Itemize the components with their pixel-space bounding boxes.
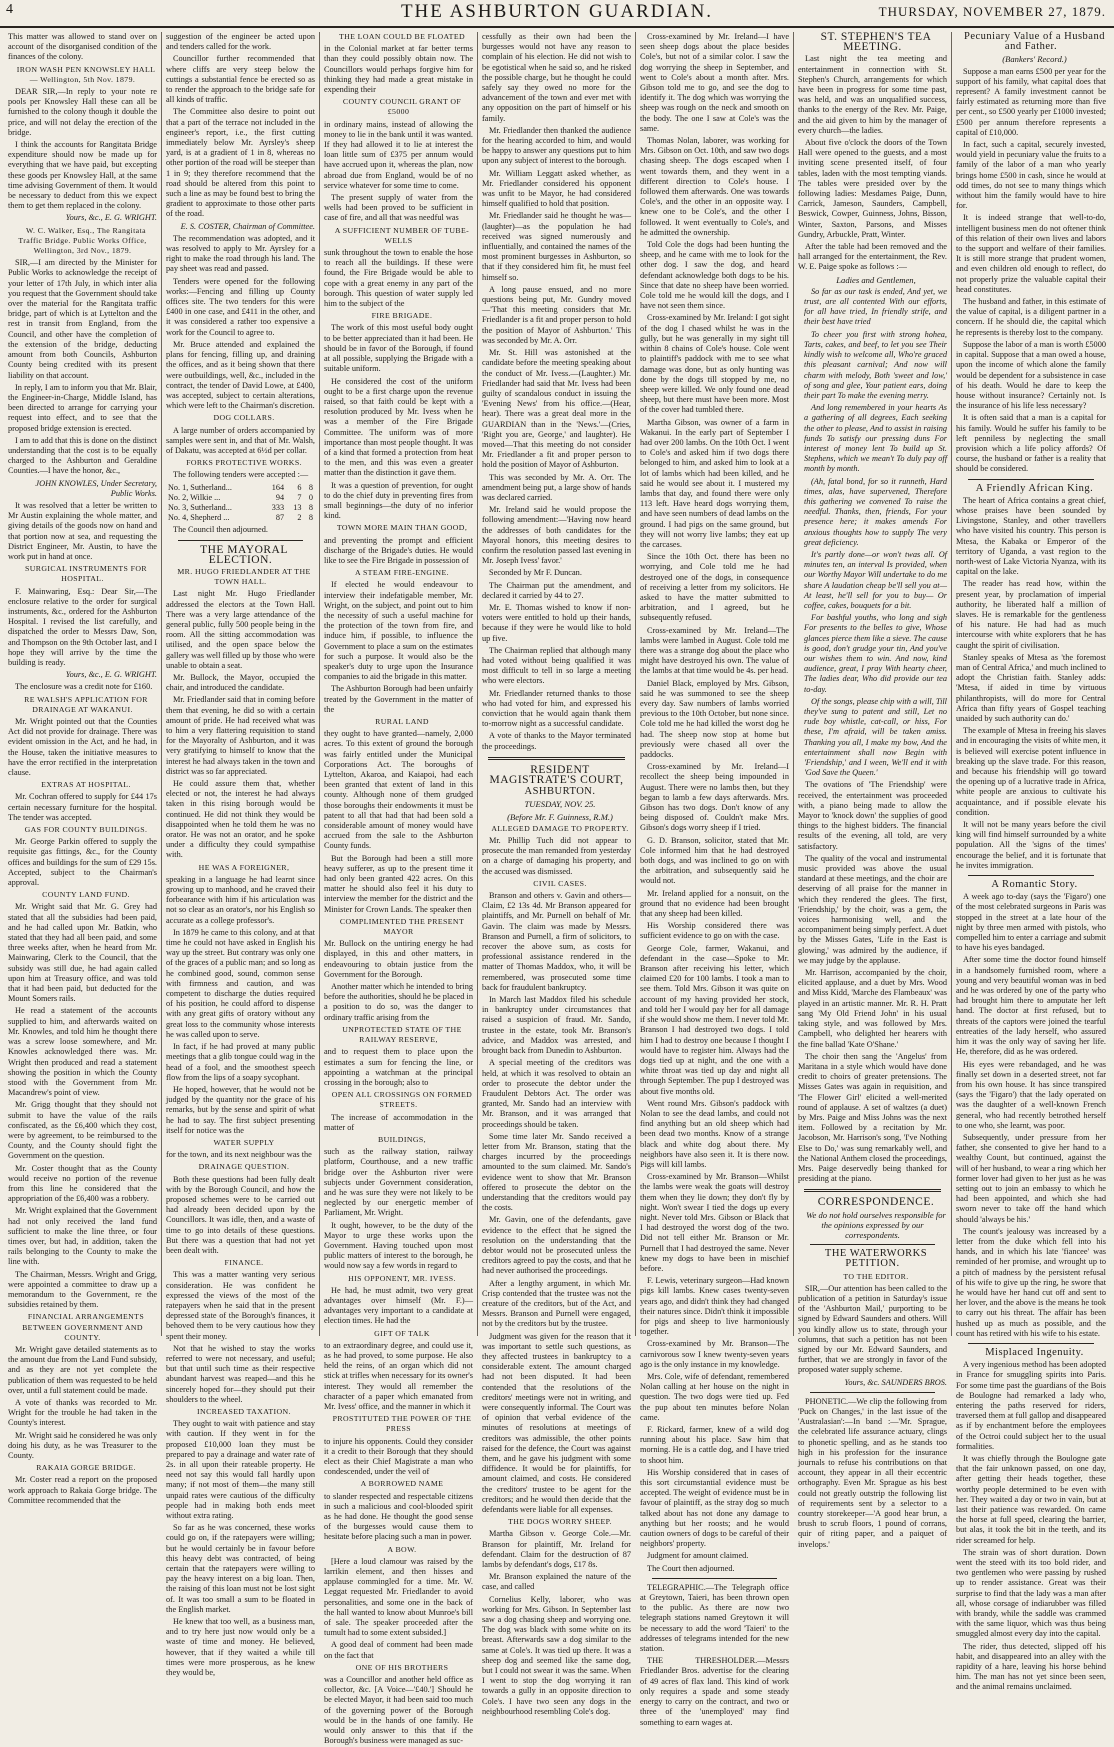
section-heading: FINANCIAL ARRANGEMENTS BETWEEN GOVERNMENT AND COUNTY.	[22, 1312, 145, 1342]
section-heading: UNPROTECTED STATE OF THE RAILWAY RESERVE,	[342, 1024, 462, 1045]
article-paragraph: A large number of orders accompanied by samples were sent in, and that of Mr. Walsh, of Dakatu, was accepted at 6½d per collar.	[166, 425, 315, 455]
article-paragraph: Mr. Bullock, the Mayor, occupied the chair, and introduced the candidate.	[166, 672, 315, 693]
article-paragraph: Mr. Wright said that Mr. G. Grey had stated that all the subsidies had been paid, and he had called upon Mr. Batkin, who stated that they had all been paid, and some three weeks after, when he heard from Mr. Mainwaring, Clerk to the Council, that the subsidy was still due, he had again called upon him at Treasury office, and was told that it had been paid, but deducted for the Mount Somers rails.	[8, 902, 157, 1004]
article-paragraph: TELEGRAPHIC.—The Telegraph office at Greytown, Taieri, has been thrown open to the public. As there are now two telegraph stations named Greytown it will be necessary to add the word 'Taieri' to the addresses of telegrams intended for the new station.	[640, 1582, 789, 1654]
article-paragraph: The present supply of water from the wells had been proved to be sufficient in case of fire, and all that was needful was	[324, 193, 473, 223]
article-paragraph: Mr. Grigg thought that they should not submit to have the value of the rails confiscated, as the £6,400 which they cost, were by agreement, to be reimbursed to the County, and the County should fight the Government on the question.	[8, 1100, 157, 1161]
article-paragraph: This was a matter wanting very serious consideration. He was confident he expressed the views of the most of the ratepayers when he said that in the present depressed state of the Borough's finances, it behoved them to be very cautious how they spent their money.	[166, 1270, 315, 1341]
article-paragraph: SIR,—Our attention has been called to the publication of a petition in Saturday's issue of the 'Ashburton Mail,' purporting to be signed by Edward Saunders and others. Will you kindly allow us to state, through your columns, that such a petition has not been signed by our Mr. Edward Saunders, and further, that we are strongly in favor of the proposed water supply scheme.	[798, 1283, 947, 1375]
article-subheadline: MR. HUGO FRIEDLANDER AT THE TOWN HALL.	[177, 566, 311, 587]
article-paragraph: Mr. Wright gave detailed statements as to the amount due from the Land Fund subsidy, and as they are not yet complete the publication of them was requested to be held over, until a full statement could be made.	[8, 1344, 157, 1395]
article-paragraph: It will not be many years before the civil king will find himself surrounded by a white population. All the 'signs of the times' encourage the belief, and it is fortunate that he invites immigration.	[956, 820, 1106, 870]
article-paragraph: Mr. Gavin, one of the defendants, gave evidence to the effect that he signed the resolution on the understanding that the debtor would not be prosecuted unless the creditors agreed to pay the costs, and that he had never authorised the proceedings.	[482, 1215, 631, 1276]
tender-name: No. 3, Sutherland...	[168, 502, 232, 512]
article-paragraph: Mr. Wright explained that the Government had not only received the land fund sufficient to make the line three, or four times over, but had, in addition, taken the rails belonging to the County to make the line with.	[8, 1206, 157, 1267]
article-paragraph: A vote of thanks was recorded to Mr. Wright for the trouble he had taken in the County's interest.	[8, 1398, 157, 1428]
article-paragraph: Suppose a man earns £500 per year for the support of his family, what capital does that represent? A family investment cannot be fairly estimated as returning more than five per cent., so £500 yearly per £1000 invested; £500 per annum therefore represents a capital of £10,000.	[956, 66, 1106, 137]
court-date: TUESDAY, NOV. 25.	[524, 799, 596, 810]
section-heading: COMPLIMENTED THE PRESENT MAYOR	[339, 916, 465, 937]
article-paragraph: Mr. Ireland said he would propose the following amendment:—'Having now heard the addresses of both candidates for the Mayoral honors, this meeting desires to confirm the resolution passed last evening in Mr. Joseph Ivess' favor.'	[482, 505, 631, 566]
article-paragraph: George Cole, farmer, Wakanui, and defendant in the case—Spoke to Mr. Branson after receiving his letter, which claimed £20 for 100 lambs. I took a man to see them. Told Mrs. Gibson it was quite on account of my having provided her stock, and told her I would pay her for all damage if she would show me them. I never told Mr. Branson I had destroyed two dogs. I told him I had to destroy one because I thought I would have to register him. Always had the dogs tied up at night, and the one with a white throat was tied up day and night all through September. The pup I destroyed was about five months old.	[640, 943, 789, 1096]
article-paragraph: If elected he would endeavour to interview their indefatigable member, Mr. Wright, on the subject, and point out to him the necessity of such a useful machine for the protection of the town from fire, and induce him, if possible, to influence the Government to place a sum on the estimates for such a purpose. It would also be the speaker's duty to urge upon the Insurance companies to aid the brigade in this matter.	[324, 580, 473, 682]
article-paragraph: Cornelius Kelly, laborer, who was working for Mrs. Gibson. In September last saw a dog chasing sheep and worrying one. The dog was black with some white on its breast. Afterwards saw a dog similar to the same at Cole's. It was tied up there. It was a sheep dog and seemed like the same dog, but I could not swear it was the same. When I went to stop the dog worrying it ran towards a gully in an opposite direction to Cole's. I have two seen any dogs in the neighbourhood resembling Cole's dog.	[482, 1594, 631, 1716]
section-heading: RE WALSH'S APPLICATION FOR DRAINAGE AT WAKANUI.	[24, 694, 148, 714]
article-paragraph: The Chairman, Messrs. Wright and Grigg, were appointed a committee to draw up a memorandum to the Government, re the subsidies retained by them.	[8, 1269, 157, 1310]
article-paragraph: His eyes were rebandaged, and he was finally set down in a deserted street, not far from his own house. It has since transpired (says the 'Figaro') that the lady operated on was the daughter of a well-known French general, who had recently betrothed herself to one who, she learnt, was poor.	[956, 1059, 1106, 1130]
signature: E. S. COSTER, Chairman of Committee.	[180, 221, 315, 231]
article-headline: Misplaced Ingenuity.	[985, 1346, 1084, 1358]
article-paragraph: THE THRESHOLDER.—Messrs Friedlander Bros. advertise for the clearing of 49 acres of flax land. This kind of work only requires a spade and some steady energy to carry on the contract, and two or three of the 'unemployed' may find something to earn wages at.	[640, 1656, 789, 1727]
letter-heading: IRON WASH PEN KNOWSLEY HALL — Wellington, 5th Nov. 1879.	[16, 64, 156, 84]
article-paragraph: and preventing the prompt and efficient discharge of the Brigade's duties. He would like to see the Fire Brigade in possession of	[324, 535, 473, 565]
column-3	[320, 32, 478, 1746]
article-paragraph: His Worship considered there was sufficient evidence to go on with the case.	[640, 921, 789, 941]
section-heading: RAKAIA GORGE BRIDGE.	[36, 1463, 136, 1473]
article-paragraph: and to request them to place upon the estimates a sum for fencing the line, or appointing a watchman at the principal crossing in the borough; also to	[324, 1047, 473, 1087]
section-heading: FIRE BRIGADE.	[371, 311, 433, 321]
article-paragraph: After a lengthy argument, in which Mr. Crisp contended that the trustee was not the creature of the creditors, but of the Act, and Messrs. Branson and Purnell were engaged, not by the creditors but by the trustee.	[482, 1278, 631, 1329]
article-paragraph: The following tenders were accepted :—	[173, 470, 309, 480]
article-paragraph: Cross-examined by Mr. Ireland: I got sight of the dog I chased whilst he was in the gully, but he was generally in my sight till within 8 chains of Cole's house. Cole went to plaintiff's paddock with me to see what damage was done, but as only hunting was done by the dogs till stopped by me, no sheep were killed. We only found one dead sheep, but there must have been more. Most of the cover had tumbled there.	[640, 313, 789, 415]
page-number: 4	[6, 2, 13, 17]
article-paragraph: The strain was of short duration. Down went the steed with its too bold rider, and two gentlemen who were passing by rushed up to render assistance. Great was their surprise to find that the lady was a man after all, whose corsage of indiarubber was filled with brandy, while the saddle was crammed with the same liquor, which was thus being smuggled almost every day into the capital.	[956, 1547, 1106, 1639]
tender-pounds: 87	[275, 513, 285, 523]
article-paragraph: Another matter which he intended to bring before the authorities, should he be placed in a position to do so, was the danger to ordinary traffic arising from the	[324, 982, 473, 1022]
article-paragraph: to injure his opponents. Could they consider it a credit to their Borough that they should elect as their Chief Magistrate a man who condescended, under the veil of	[324, 1436, 473, 1477]
article-headline: THE MAYORAL ELECTION.	[200, 543, 288, 566]
article-paragraph: The count's jealousy was increased by a letter from the duke which fell into his hands, and in which his late 'fiancee' was reminded of her promise, and wrought up to a pitch of madness by the persistent refusal of his wife to give up the ring, he swore that he would have her hand cut off and sent to her lover, and the above is the means he took to carry out his threat. The affair has been hushed up as much as possible, and the count has retired with his wife to his estate.	[956, 1226, 1106, 1338]
article-paragraph: It is often said that a man is a capital for his family. Would he suffer his family to be left penniless by neglecting the small provision which a life policy affords? Of course, the husband or father is a reality that should be considered.	[956, 413, 1106, 474]
article-paragraph: In fact, such a capital, securely invested, would yield in pecuniary value the fruits to a family of the labor of a man who yearly brings home £500 in cash, since he would at odd times, do not see to many things which without him the family would have to hire for.	[956, 140, 1106, 211]
article-paragraph: In fact, if he had proved at many public meetings that a glib tongue could wag in the head of a fool, and the smoothest speech flow from the lips of a soapy sycophant.	[166, 1042, 315, 1082]
divider	[968, 1343, 1094, 1344]
article-paragraph: Mr. Coster read a report on the proposed work approach to Rakaia Gorge bridge. The Committee recommended that the	[8, 1475, 157, 1505]
section-heading: WATER SUPPLY	[213, 1137, 275, 1147]
tender-name: No. 1, Sutherland...	[168, 482, 232, 492]
article-headline: A Romantic Story.	[991, 879, 1078, 891]
section-heading: CIVIL CASES.	[533, 878, 587, 888]
article-paragraph: After some time the doctor found himself in a handsomely furnished room, where a young and very beautiful woman was in bed and he was ordered by one of the party who had brought him there to amputate her left hand. The doctor at first refused, but to threats of the captors were joined the tearful entreaties of the lady herself, who assured him it was the only way of saving her life. He, therefore, did as he was ordered.	[956, 955, 1106, 1057]
section-heading: GIFT OF TALK	[374, 1328, 430, 1338]
divider	[652, 1578, 777, 1579]
article-paragraph: Mrs. Cole, wife of defendant, remembered Nolan calling at her house on the night in question. The two dogs were tied up. Fed the pup about ten minutes before Nolan came.	[640, 1372, 789, 1422]
poem-stanza: Of the songs, please chip with a will, Till they've sung to patent and still, Let no rude boy whistle, cat-call, or hiss, For these, I'm afraid, will be taken amiss. Thanking you all, I make my bow, And the entertainment shall now Begin with 'Friendship,' and I ween, We'll end it with 'God Save the Queen.'	[804, 696, 947, 778]
article-paragraph: for the town, and its next neighbour was the	[166, 1150, 312, 1160]
article-paragraph: This was seconded by Mr. A. Orr. The amendment being put, a large show of hands was declared carried.	[482, 472, 631, 502]
article-paragraph: Subsequently, under pressure from her father, she consented to give her hand to a wealthy Count, but continued, against the will of her husband, to wear a ring which her former lover had given to her just as he was setting out to join an embassy to which he had been appointed, and which she had sworn never to take off the hand which should 'always be his.'	[956, 1132, 1106, 1224]
article-paragraph: suggestion of the engineer be acted upon and tenders called for the work.	[166, 32, 315, 52]
article-paragraph: A week ago to-day (says the 'Figaro') one of the most celebrated surgeons in Paris was stopped in the street at a late hour of the night by three men armed with pistols, who compelled him to enter a carriage and submit to have his eyes bandaged.	[956, 892, 1106, 953]
article-paragraph: Suppose the labor of a man is worth £5000 in capital. Suppose that a man owed a house, upon the income of which alone the family would be dependent for a subsistence in case of his death. Would he dare to keep the house without insurance? Certainly not. Is the insurance of his life less necessary?	[956, 339, 1106, 411]
table-row	[166, 513, 315, 523]
article-paragraph: The Chairman put the amendment, and declared it carried by 44 to 27.	[482, 580, 631, 600]
article-paragraph: Daniel Black, employed by Mrs. Gibson, said he was summoned to see the sheep every day. Saw numbers of lambs worried previous to the 10th October, but none since. Cole told me he had killed the worst dog he had. The sheep now stop at home but previously were chased all over the paddocks.	[640, 678, 789, 760]
article-paragraph: Martha Gibson, was owner of a farm in Wakanui. In the early part of September I had over 200 lambs. On the 10th Oct. I went to Cole's and asked him if two dogs there belonged to him, and asked him to look at a lot of lambs which had been killed, and he said he would see about it. I mustered my lambs that day, and found there were only 113 left. Have heard dogs worrying them, and have seen numbers of dead lambs on the ground. I had pigs on the same ground, but they will not worry live lambs; they eat up the carcases.	[640, 417, 789, 549]
letter-salutation: TO THE EDITOR.	[843, 1271, 909, 1281]
article-paragraph: The increase of accommodation in the matter of	[324, 1112, 473, 1132]
article-paragraph: speaking in a language he had learnt since growing up to manhood, and he craved their forbearance with him if his articulation was not so clear as an orator's, nor his English so accurate as a college professor's.	[166, 874, 315, 925]
table-row	[166, 503, 315, 513]
section-heading: GAS FOR COUNTY BUILDINGS.	[24, 825, 148, 835]
article-paragraph: Martha Gibson v. George Cole.—Mr. Branson for plaintiff, Mr. Ireland for defendant. Claim for the destruction of 87 lambs by defendant's dogs, £17 8s.	[482, 1529, 631, 1570]
article-paragraph: such as the railway station, railway platform, Courthouse, and a new traffic bridge over the Ashburton river were subjects under Government consideration, and he was sure they were not likely to be neglected by our energetic member of Parliament, Mr. Wright.	[324, 1147, 473, 1218]
article-paragraph: sunk throughout the town to enable the hose to reach all the buildings. If these were found, the Fire Brigade would be able to cope with a great enemy in any part of the borough. This question of water supply led him to the subject of the	[324, 248, 473, 309]
article-paragraph: The quality of the vocal and instrumental music provided was above the usual standard at these meetings, and the choir are deserving of all praise for the manner in which they rendered the glees. The first, 'Friendship,' by the choir, was a gem, the voices harmonising well, and the accompaniment being simply perfect. A duet by the Misses Gates, 'Life in the East is glowing,' was admired by the audience, if we may judge by the applause.	[798, 853, 947, 965]
article-paragraph: Cross-examined by Mr. Ireland—The lambs were lambed in August. Cole told me there was a strange dog about the place who might have destroyed his own. The value of the lambs at that time would be 4s. per head.	[640, 625, 789, 676]
article-paragraph: The heart of Africa contains a great chief, whose praises have been sounded by Livingstone, Stanley, and other travellers who have visited his country. This person is Mtesa, the Kabaka or Emperor of the territory of Uganda, a vast region to the north-west of Lake Victoria Nyanza, with its capital on the lake.	[956, 495, 1106, 577]
article-paragraph: Told Cole the dogs had been hunting the sheep, and he came with me to look for the other dog. I saw the dog, and heard defendant acknowledge both dogs to be his. Since that date no sheep have been worried. Cole told me he would kill the dogs, and I have not seen them since.	[640, 240, 789, 311]
tender-pence: 0	[308, 492, 313, 502]
article-paragraph: Last night the tea meeting and entertainment in connection with St. Stephen's Church, arrangements for which have been in progress for some time past, was held, and was an unqualified success, thanks to the energy of the Rev. Mr. Paige, and the aid given to him by the manager of every church—the ladies.	[798, 54, 947, 135]
letter-headline: THE WATERWORKS PETITION.	[824, 1248, 928, 1270]
tender-pence: 8	[308, 482, 313, 492]
article-paragraph: The husband and father, in this estimate of the value of capital, is a diligent partner in a concern. If he should die, the capital which he represents is thereby lost to the company.	[956, 297, 1106, 337]
article-paragraph: He knew that too well, as a business man, and to try here just now would only be a waste of time and money. He believed, however, that if they waited a while till times were more prosperous, as he knew they would be,	[166, 1617, 315, 1678]
column-4	[478, 32, 636, 1716]
tender-shillings: 6	[297, 482, 302, 492]
section-heading: A BORROWED NAME	[360, 1479, 444, 1489]
article-paragraph: Mr. Cochran offered to supply for £44 17s certain necessary furniture for the hospital. The tender was accepted.	[8, 792, 157, 822]
article-paragraph: So far as he was concerned, these works could go on, if the ratepayers were willing; but he would certainly be in favour before this heavy debt was contracted, of being certain that the ratepayers were willing to pay the heavy interest on a big loan. Then, the raising of this loan must not be lost sight of. It was too small a sum to be floated in the English market.	[166, 1523, 315, 1614]
section-heading: DRAINAGE QUESTION.	[198, 1162, 290, 1172]
section-heading: A SUFFICIENT NUMBER OF TUBE-WELLS	[334, 225, 470, 245]
signature: Yours, &c., E. G. WRIGHT.	[65, 670, 157, 680]
article-paragraph: in the Colonial market at far better terms than they could possibly obtain now. The Councillors would perhaps forgive him for thinking they had made a great mistake in expending their	[324, 44, 473, 95]
divider	[488, 757, 625, 760]
columns	[4, 31, 1110, 1746]
column-6	[794, 31, 952, 1549]
article-headline: ST. STEPHEN'S TEA MEETING.	[820, 31, 932, 54]
article-paragraph: in ordinary mains, instead of allowing the money to lie in the bank until it was wanted. If they had allowed it to lie at interest the loan little sum of £375 per annum would have accrued upon it, whereas the plan, now abroad due from England, would be of no service whatever for some time to come.	[324, 119, 473, 190]
section-heading: HE WAS A FOREIGNER,	[198, 862, 290, 872]
article-paragraph: Cross-examined by Mr. Ireland—I recollect the sheep being impounded in August. There were no lambs then, but they began to lamb a few days afterwards. Mrs. Gibson has two dogs. Don't know of any being disposed of. Couldn't make Mrs. Gibson's dogs worry sheep if I tried.	[640, 762, 789, 833]
divider	[810, 1392, 935, 1393]
article-paragraph: This matter was allowed to stand over on account of the disorganised condition of the finances of the colony.	[8, 32, 157, 62]
divider	[810, 1244, 935, 1245]
article-paragraph: Mr. Wright said he considered he was only doing his duty, as he was Treasurer to the County.	[8, 1430, 157, 1461]
tender-pounds: 333	[271, 502, 285, 512]
newspaper-title: THE ASHBURTON GUARDIAN.	[400, 1, 714, 22]
article-paragraph: A very ingenious method has been adopted in France for smuggling spirits into Paris. For some time past the guardians of the Bois de Boulogne had remarked a lady who, entering the paths reserved for riders, traversed them at full gallop and disappeared as if by enchantment before the employees of the Octroi could subject her to the usual formalities.	[956, 1360, 1106, 1451]
article-paragraph: It is indeed strange that well-to-do, intelligent business men do not oftener think of this relation of their own lives and labors to the support and welfare of their families. It is still more strange that prudent women, and even children old enough to reflect, do not properly prize the valuable capital their head constitutes.	[956, 213, 1106, 294]
article-paragraph: The Court then adjourned.	[647, 1563, 735, 1573]
article-paragraph: Judgment for amount claimed.	[647, 1551, 749, 1561]
article-paragraph: Mr. Branson explained the nature of the case, and called	[482, 1572, 631, 1592]
article-paragraph: Mr. Harrison, accompanied by the choir, elicited applause, and a duet by Mrs. Wood and Miss Kidd, 'Marche des Flambeaux' was played in an artistic manner. Mr. R. H. Pratt sang 'My Old Friend John' in his usual taking style, and was followed by Mrs. Campbell, who delighted her hearers with the fine ballad 'Kate O'Shane.'	[798, 968, 947, 1049]
editorial-note: We do not hold ourselves responsible for the opinions expressed by our correspondents.	[806, 1209, 946, 1240]
article-paragraph: It was resolved that a letter be written to Mr Austin explaining the whole matter, and giving details of the goods now on hand and that portion now at sea, and requesting the District Engineer, Mr. Austin, to have the work put in hand at once.	[8, 500, 157, 561]
section-heading: TOWN MORE MAIN THAN GOOD,	[336, 523, 468, 533]
article-paragraph: was a Councillor and another held office as collector, &c. [A Voice—'£40.'] Should he be elected Mayor, it had been said too much of the governing power of the Borough would be in the hands of one family. He would only answer to this that if the Borough's business were managed as suc-	[324, 1675, 473, 1746]
article-paragraph: Mr. E. Thomas wished to know if non-voters were entitled to hold up their hands, because if they were he would like to hold up five.	[482, 602, 631, 643]
poem-stanza: To cheer you first with strong hohea, Tarts, cakes, and beef, to let you see Their kindly wish to welcome all, Who're graced this pleasant carnival; And now will charm with melody, Both 'sweet and low,' of song and glee, Your patient ears, doing their part To make the evening merry.	[804, 329, 947, 400]
article-paragraph: Mr. Bullock on the untiring energy he had displayed, in this and other matters, in endeavouring to obtain justice from the Government for the Borough.	[324, 939, 473, 979]
section-heading: COUNTY COUNCIL GRANT OF £5000	[342, 97, 462, 117]
speech-salutation: Ladies and Gentlemen,	[836, 274, 916, 285]
article-paragraph: The Chairman replied that although many had voted without being qualified it was most difficult to tell in so large a meeting who were electors.	[482, 645, 631, 686]
tender-shillings: 7	[297, 492, 302, 502]
article-paragraph: A special meeting of the creditors was held, at which it was resolved to obtain an order to prosecute the debtor under the Fraudulent Debtors Act. The order was granted, Mr. Sando had an interview with Mr. Branson, and it was arranged that proceedings should be taken.	[482, 1058, 631, 1129]
column-2	[162, 32, 320, 1678]
signature: Yours, &c. SAUNDERS BROS.	[844, 1377, 947, 1387]
article-paragraph: The choir then sang the 'Angelus' from Maritana in a style which would have done credit to choirs of greater pretensions. The Misses Gates was again in requisition, and 'The Flower Girl' elicited a well-merited round of applause. A set of waltzes (a duet) by Mrs. Paige and Miss Johns was the next item. Followed by a recitation by Mr. Jacobson, Mr. Harrison's song, 'I've Nothing Else to Do,' was sung remarkably well, and the National Anthem closed the proceedings, Mrs. Paige deservedly being thanked for presiding at the piano.	[798, 1051, 947, 1184]
article-paragraph: The reader has read how, within the present year, by proclamation of imperial authority, he liberated half a million of slaves. He is remarkable for the gentleness of his nature. He had had as much intercourse with white explorers that he has caught the spirit of civilisation.	[956, 579, 1106, 650]
section-heading: INCREASED TAXATION.	[197, 1407, 291, 1416]
article-paragraph: F. Lewis, veterinary surgeon—Had known pigs kill lambs. Knew cases twenty-seven years ago, and didn't think they had changed their natures since. Didn't think it impossible for pigs and sheep to live harmoniously together.	[640, 1276, 789, 1337]
section-heading: THE DOGS WORRY SHEEP.	[508, 1517, 612, 1527]
column-5	[636, 32, 794, 1727]
article-paragraph: F. Rickard, farmer, knew of a wild dog running about his place. Saw him that morning. He is a cattle dog, and I have tried to shoot him.	[640, 1425, 789, 1465]
article-paragraph: The Ashburton Borough had been unfairly treated by the Government in the matter of the	[324, 684, 473, 714]
article-paragraph: Mr. St. Hill was astonished at the candidate before the meeting speaking about the conduct of Mr. Ivess.—(Laughter.) Mr. Friedlander had said that Mr. Ivess had been guilty of scandalous conduct in issuing the 'Evening News' from his office.—(Hear, hear). There was a great deal more in the GUARDIAN than in the 'News.'—(Cries, 'Right you are, George,' and laughter). He moved—That this meeting do not consider Mr. Friedlander a fit and proper person to hold the position of Mayor of Ashburton.	[482, 348, 631, 470]
article-paragraph: They ought to wait with patience and stay with caution. If they went in for the proposed £10,000 loan they must be prepared to pay a drainage and water rate of 2s. in all upon their rateable property. He need not say this would fall hardly upon many; if not most of them—the many still unpaid rates were cautious of the difficulty people had in making both ends meet without extra rating.	[166, 1419, 315, 1521]
article-paragraph: Tenders were opened for the following works:—Fencing and filling up County offices site. The two tenders for this were £400 in one case, and £411 in the other, and it was considered a rather too expensive a work for the Council to agree to.	[166, 276, 315, 337]
masthead	[0, 0, 1114, 28]
article-paragraph: A vote of thanks to the Mayor terminated the proceedings.	[482, 731, 631, 751]
article-paragraph: Cross-examined by Mr. Ireland—I have seen sheep dogs about the place besides Cole's, but not of a similar color. I saw the dog worrying the sheep in September, and went to Cole's about a month after. Mrs. Gibson told me to go, and see the dog to identify it. The dog which was worrying the sheep was rough on the neck and smooth on the body. The one I saw at Cole's was the same.	[640, 32, 789, 133]
article-paragraph: Mr. Phillip Tuch did not appear to prosecute the man remanded from yesterday on a charge of damaging his property, and the accused was dismissed.	[482, 836, 631, 876]
article-paragraph: F. Mainwaring, Esq.: Dear Sir,—The enclosure relative to the order for surgical instruments, &c., ordered for the Ashburton Hospital. I revised the list carefully, and dispatched the order to Messrs Daw, Son, and Thompson on the 9th October last, and I hope they will arrive by the time the building is ready.	[8, 586, 157, 667]
tender-name: No. 4, Shepherd ...	[168, 513, 230, 523]
article-paragraph: A good deal of comment had been made on the fact that	[324, 1640, 473, 1660]
article-headline: Pecuniary Value of a Husband and Father.	[964, 31, 1105, 53]
divider	[968, 875, 1094, 876]
article-paragraph: Cross-examined by Mr. Branson—The carnivorous sow I knew twenty-seven years ago is the only instance in my knowledge.	[640, 1339, 789, 1369]
court-presiding: (Before Mr. F. Guinness, R.M.)	[507, 811, 613, 822]
article-paragraph: He read a statement of the accounts supplied to him, and afterwards waited on Mr. Knowles, and told him he thought there was a screw loose somewhere, and Mr. Knowles acknowledged there was. Mr. Wright then produced and read a statement showing the position in which the County stood with the Government from Mr. Macandrew's point of view.	[8, 1006, 157, 1098]
article-paragraph: Mr. Friedlander returned thanks to those who had voted for him, and expressed his conviction that he would again thank them to-morrow night as a successful candidate.	[482, 688, 631, 729]
poem-stanza: So far as our task is ended, And yet, we trust, are all contented With our efforts, for all have tried, In friendly strife, and their best have tried	[804, 286, 947, 327]
article-paragraph: PHONETIC.—We clip the following from 'Puck on Changes,' in the last issue of the 'Australasian':—In band :—'Mr. Sprague, the celebrated life assurance actuary, clings to phonetic spelling, and as he stands too high in his profession for the insurance journals to refuse his contributions on that account, they appear in all their eccentric orthography. Even Mr. Sprague as his best could not greatly outstrip the following list of requirements sent by a selector to a country storekeeper—'A good hear brun, a brush to scrub floors, 1 pound of corrans, quir of riting paper, and a paiquet of invelops.'	[798, 1396, 947, 1549]
article-paragraph: Mr. Friedlander said he thought he was—(laughter)—as the population he had received was signed numerously and influentially, and contained the names of the most prominent burgesses in Ashburton, so that if they considered him fit, he must feel himself so.	[482, 211, 631, 282]
section-heading: COUNTY LAND FUND.	[42, 890, 130, 900]
section-heading: A BOW.	[387, 1544, 417, 1554]
article-paragraph: [Here a loud clamour was raised by the larrikin element, and then hisses and applause commingled for a time. Mr. W. Leggat requested Mr. Friedlander to avoid personalities, and some one in the back of the hall wanted to know about Munroe's bill of sale. The speaker proceeded after the tumult had to some extent subsided.]	[324, 1556, 473, 1638]
divider	[968, 479, 1094, 480]
signature: JOHN KNOWLES, Under Secretary, Public Works.	[35, 478, 157, 498]
article-paragraph: The work of this most useful body ought to be better appreciated than it had been. He should be in favor of the Borough, if found at all possible, supplying the Brigade with a suitable uniform.	[324, 323, 473, 374]
section-heading: THE LOAN COULD BE FLOATED	[338, 32, 466, 41]
article-paragraph: Branson and others v. Gavin and others—Claim, £2 13s 4d. Mr Branson appeared for plaintiffs, and Mr. Purnell on behalf of Mr. Gavin. The claim was made by Messrs. Branson and Purnell, a firm of solicitors, to recover the above sum, as costs for professional assistance rendered in the matter of Thomas Maddox, who, it will be remembered, was prosecuted some time back for fraudulent bankruptcy.	[482, 891, 631, 992]
article-paragraph: A long pause ensued, and no more questions being put, Mr. Gundry moved —'That this meeting considers that Mr. Friedlander is a fit and proper person to hold the position of Mayor of Ashburton.' This was seconded by Mr. A. Orr.	[482, 284, 631, 345]
article-paragraph: Stanley speaks of Mtesa as 'the foremost man of Central Africa,' and much inclined to adopt the Christian faith. Stanley adds: 'Mtesa, if aided in time by virtuous philanthropists, will do more for Central Africa than fifty years of Gospel teaching unaided by such authority can do.'	[956, 652, 1106, 723]
article-paragraph: DEAR SIR,—In reply to your note re pools per Knowsley Hall these can all be furnished to the colony though it double the price, and will not delay the erection of the bridge.	[8, 87, 157, 137]
article-paragraph: The rider, thus detected, slipped off his habit, and disappeared into an alley with the rapidity of a hare, leaving his horse behind him. The man has not yet since been seen, and the animal remains unclaimed.	[956, 1641, 1106, 1692]
article-paragraph: He could assure them that, whether elected or not, the interest he had always taken in this rising borough would be continued. He did not think they would be disappointed when he told them he was no orator. He was not an orator, and he spoke under a difficulty they could sympathise with.	[166, 779, 315, 860]
tender-pence: 8	[308, 513, 313, 523]
section-heading: SURGICAL INSTRUMENTS FOR HOSPITAL.	[25, 564, 147, 584]
article-paragraph: I am to add that this is done on the distinct understanding that the cost is to be equally charged to the Ashburton and Geraldine Counties.—I have the honor, &c.,	[8, 435, 157, 476]
article-paragraph: I think the accounts for Rangitata Bridge expenditure should now be made up for everything that we have paid, but excepting these goods per Knowsley Hall, at the same time advising Government of them. It would be necessary to deduct from this we expect them to get them replaced in the colony.	[8, 140, 157, 211]
article-paragraph: cessfully as their own had been the burgesses would not have any reason to complain of his election. He did not wish to be egotistical when he said so, and he risked the possible charge, but he thought he could safely say they owed no more for the advancement of the town and ever met with any opposition on the part of himself or his family.	[482, 32, 631, 123]
article-paragraph: He considered the cost of the uniform ought to be a first charge upon the revenue raised, so that faith could be kept with a resolution produced by Mr. Ivess when he was a member of the Fire Brigade Committee. The uniform was of more importance than most people thought. It was of a kind that formed a protection from heat to the men, and this was even a greater matter than the distinction it gave them.	[324, 376, 473, 478]
article-paragraph: Went round Mrs. Gibson's paddock with Nolan to see the dead lambs, and could not find anything but an old sheep which had been dead two months. Know of a strange black and white dog about there. My neighbors have also seen it. It is there now. Pigs will kill lambs.	[640, 1098, 789, 1169]
article-headline-location: ASHBURTON.	[524, 786, 596, 798]
article-paragraph: Some time later Mr. Sando received a letter from Mr. Branson, stating that the charges incurred by the proceedings amounted to the sum claimed. Mr. Sando's evidence went to show that Mr. Branson offered to prosecute the debtor on the understanding that the creditors would pay the costs.	[482, 1131, 631, 1213]
tender-pounds: 164	[271, 482, 285, 492]
section-heading: OPEN ALL CROSSINGS ON FORMED STREETS.	[331, 1090, 473, 1110]
table-row	[166, 483, 315, 493]
section-heading: FORKS PROTECTIVE WORKS.	[186, 458, 302, 468]
section-heading: HIS OPPONENT, MR. IVESS.	[348, 1273, 456, 1283]
article-paragraph: He hoped, however, that he would not be judged by the quantity nor the grace of his remarks, but by the sense and spirit of what he had to say. The first subject presenting itself for notice was the	[166, 1084, 315, 1135]
article-headline: A Friendly African King.	[975, 482, 1094, 494]
article-paragraph: Thomas Nolan, laborer, was working for Mrs. Gibson on Oct. 10th, and saw two dogs chasing sheep. The dogs escaped when I went towards them, and they went in a different direction to Cole's house. I followed them afterwards. One was towards Cole's, and the other in an opposite way. I knew one to be Cole's, and the other I followed. It went eventually to Cole's, and he admitted the ownership.	[640, 136, 789, 237]
poem-stanza: And long remembered in your hearts As a gathering of all degrees, Each seeking the other to please, And to assist in raising funds To satisfy our pressing duns For interest of money lent To build up St. Stephens, which we mean't To duly pay off month by month.	[804, 403, 947, 474]
article-paragraph: Since the 10th Oct. there has been no worrying, and Cole told me he had destroyed one of the dogs, in consequence of receiving a letter from my solicitors. He asked to have the matter submitted to arbitration, and I agreed, but he subsequently refused.	[640, 552, 789, 623]
section-heading: ALLEGED DAMAGE TO PROPERTY.	[491, 823, 629, 833]
article-paragraph: Mr. Ireland applied for a nonsuit, on the ground that no evidence had been brought that any sheep had been killed.	[640, 888, 789, 919]
tender-name: No. 2, Wilkie ...	[168, 492, 221, 502]
article-headline: RESIDENT MAGISTRATE'S COURT,	[489, 763, 624, 787]
article-paragraph: The example of Mtesa in freeing his slaves and in encouraging the visits of white men, it is believed will exercise potent influence in breaking up the slave trade. For this reason, and because his friendship will go toward the opening up of a lucrative trade in Africa, white people are anxious to cultivate his acquaintance, and if possible elevate his condition.	[956, 726, 1107, 817]
article-paragraph: G. D. Branson, solicitor, stated that Mr. Cole informed him that he had destroyed both dogs, and was inclined to go on with the arbitration, and subsequently said he would not.	[640, 835, 789, 886]
article-paragraph: Judgment was given for the reason that it was important to settle such questions, as they affected trustees in bankruptcy to a considerable extent. The amount charged had not been disputed. It had been contended that the resolutions of the creditors' meetings were not in writing, and were consequently informal. The Court was of opinion that verbal evidence of the minutes of resolutions at meetings of creditors was admissible, the other points raised for the defence, the Court was against them, and he gave his judgment with some diffidence. It would be for plaintiffs, for amount claimed, and costs. He considered the creditors' trustee to be agent for the creditors; and he would then decide that the defendants were liable for all expenses.	[482, 1331, 631, 1515]
article-paragraph: Mr. Friedlander said that in coming before them that evening, he did so with a certain amount of pride. He had received what was to him a very flattering requisition to stand for the Mayoralty of Ashburton, and it was very gratifying to himself to know that the interest he had always taken in the town and district was so far appreciated.	[166, 695, 315, 776]
article-paragraph: In reply, I am to inform you that Mr. Blair, the Engineer-in-Charge, Middle Island, has been directed to arrange for carrying your request into effect, and to see that the proposed bridge extension is erected.	[8, 382, 157, 433]
column-1	[4, 32, 162, 1505]
divider	[178, 540, 303, 541]
article-paragraph: It was a question of prevention, for ought to do the chief duty in preventing fires from small beginnings—the duty of no inferior kind.	[324, 480, 473, 521]
article-paragraph: In March last Maddox filed his schedule in bankruptcy under circumstances that raised a suspicion of fraud. Mr. Sando, trustee in the estate, took Mr. Branson's advice, and Maddox was arrested, and brought back from Dunedin to Ashburton.	[482, 995, 631, 1056]
poem-stanza: It's partly done—or won't twas all. Of minutes ten, an interval Is provided, when our Worthy Mayor Will undertake to do me share A laudation cheap be'll sell you at— At least, he'll sell for you to buy— Or coffee, cakes, bouquets for a bit.	[804, 549, 947, 610]
section-heading: DOG COLLARS.	[213, 413, 275, 423]
article-paragraph: The ovations of 'The Friendship' were received, the entertainment was proceeded with, a piano being made to allow the Mayor to 'knock down' the supplies of good things to the highest bidders. The financial results of the evening, all told, are very satisfactory.	[798, 780, 947, 851]
tenders-table	[166, 483, 315, 524]
article-paragraph: The Committee also desire to point out that a part of the terrace not included in the engineer's report, i.e., the first cutting immediately below Mr. Ayrsley's sheep yard, is at a gradient of 1 in 8, whereas no other portion of the road will be steeper than 1 in 9; they therefore recommend that the road should be altered from this point to such a line as may be found best to bring the gradient to approximate to those other parts of the road.	[166, 107, 315, 219]
article-paragraph: Mr. Bruce attended and explained the plans for fencing, filling up, and draining the offices, and as it being shown that there were outbuildings, well, &c., included in the contract, the tender of David Lowe, at £400, was accepted, subject to certain alterations, which were left to the Chairman's discretion.	[166, 339, 315, 411]
section-heading: BUILDINGS,	[378, 1134, 426, 1144]
section-heading: EXTRAS AT HOSPITAL.	[41, 780, 131, 790]
column-7	[952, 31, 1110, 1692]
article-paragraph: His Worship considered that in cases of this sort circumstantial evidence must be accepted. The weight of evidence must be in favour of plaintiff, as the stray dog so much talked about has not done any damage to anything but her roosts; and he would caution owners of dogs to be careful of their neighbors' property.	[640, 1467, 789, 1549]
poem-stanza: For bashful youths, who long and sigh For presents to the belles to give, Whose glances pierce them like a sieve. The cause is good, don't grudge your tin, And you've our wishes them to win. And now, kind audience, great, I pray With hearty cheer, The ladies dear, Who did provide our tea to-day.	[804, 613, 947, 694]
article-paragraph: After the table had been removed and the hall arranged for the entertainment, the Rev. W. E. Paige spoke as follows :—	[798, 242, 947, 272]
section-heading: A STEAM FIRE-ENGINE.	[355, 568, 449, 578]
article-paragraph: to slander respected and respectable citizens in such a malicious and cool-blooded spirit as he had done. He thought the good sense of the burgesses would cause them to hesitate before placing such a man in power.	[324, 1491, 473, 1542]
article-paragraph: About five o'clock the doors of the Town Hall were opened to the guests, and a most inviting scene presented itself, of four tables, laden with the most tempting viands. The tables were presided over by the following ladies: Mesdames Paige, Dunn, Carrick, Jameson, Saunders, Campbell, Beswick, Cowper, Guinness, Johns, Bisson, Winter, Saxton, Parsons, and Misses Gundry, Arbuckle, Pratt, Winter.	[798, 138, 947, 239]
article-paragraph: SIR,—I am directed by the Minister for Public Works to acknowledge the receipt of your letter of 17th July, in which inter alia you request that the Government should take over the material for the Rangitata traffic bridge, part of which is at Lyttelton and the rest in transit from England, from the Council, and other have the completion of the extension of the bridge, deducting amount from both Councils, Ashburton County being credited with its present liability on that account.	[8, 258, 157, 380]
article-paragraph: Cross-examined by Mr. Branson—Whilst the lambs were weak the goats will destroy them when they lie down; they don't fly by night. Won't swear I tied the dogs up every night. Never told Mrs. Gibson or Black that I had destroyed the worst dog of the two. Did not tell either Mr. Branson or Mr. Purnell that I had destroyed the same. Never knew my dogs to have been in mischief before.	[640, 1172, 789, 1273]
article-paragraph: they ought to have granted—namely, 2,000 acres. To this extent of ground the borough was fairly entitled under the Municipal Corporations Act. The boroughs of Lyttelton, Akaroa, and Kaiapoi, had each been granted that extent of land in this county. Although none of them grudged those boroughs their endowments it must be patent to all that had that had been sold a considerable amount of money would have accrued from the sale to the Ashburton County funds.	[324, 729, 473, 851]
tender-shillings: 13	[293, 502, 302, 512]
tender-shillings: 2	[297, 513, 302, 523]
article-paragraph: to an extraordinary degree, and could use it, as he had proved, to some purpose. He also held the reins, of an organ which did not stick at trifles when necessary for its owner's interest. They would all remember the character of a paper which emanated from Mr. Ivess' office, and the manner in which it	[324, 1340, 473, 1411]
article-paragraph: The enclosure was a credit note for £160.	[15, 682, 153, 692]
article-paragraph: Mr. Wright pointed out that the Counties Act did not provide for drainage. There was evident omission in the Act, and he had, in the House, taken the initiative measures to have the error rectified in the interpretation clause.	[8, 717, 157, 778]
issue-date: THURSDAY, NOVEMBER 27, 1879.	[878, 4, 1106, 19]
section-heading: ONE OF HIS BROTHERS	[355, 1662, 449, 1672]
article-paragraph: Last night Mr. Hugo Friedlander addressed the electors at the Town Hall. There was a very large attendance of the general public, fully 500 people being in the room. All the sitting accommodation was utilised, and the open space below the gallery was well filled up by those who were unable to obtain a seat.	[166, 589, 315, 670]
article-paragraph: But the Borough had been a still more heavy sufferer, as up to the present time it had only been granted 422 acres. On this matter he should also feel it his duty to interview the member for the district and the Minister for Crown Lands. The speaker then	[324, 853, 473, 914]
article-paragraph: He had, he must admit, two very great advantages over himself (Mr. F.)—advantages very important to a candidate at election times. He had the	[324, 1285, 473, 1326]
article-paragraph: It ought, however, to be the duty of the Mayor to urge these works upon the Government. Having touched upon most public matters of interest to the borough, he would now say a few words in regard to	[324, 1220, 473, 1271]
article-source: (Bankers' Record.)	[1002, 54, 1067, 65]
article-paragraph: The Council then adjourned.	[173, 525, 268, 535]
article-paragraph: Mr. Coster thought that as the County would receive no portion of the revenue from this line he considered that the appropriation of the £6,400 was a robbery.	[8, 1163, 157, 1204]
article-paragraph: Councillor further recommended that where cliffs are very steep below the cuttings a substantial fence be erected so as to render the approach to the bridge safe for all kinds of traffic.	[166, 54, 315, 105]
tender-pence: 8	[308, 502, 313, 512]
signature: Yours, &c., E. G. WRIGHT.	[65, 213, 157, 223]
article-paragraph: Seconded by Mr F. Duncan.	[489, 568, 582, 578]
section-heading: RURAL LAND	[375, 717, 429, 726]
article-paragraph: Mr. William Leggatt asked whether, as Mr. Friedlander considered his opponent was unfit to be Mayor, he had considered himself qualified to hold that position.	[482, 168, 631, 209]
article-paragraph: The recommendation was adopted, and it was resolved to apply to Mr. Ayrsley for a right to make the road through his land. The pay sheet was read and passed.	[166, 233, 315, 274]
section-heading: PROSTITUTED THE POWER OF THE PRESS	[332, 1414, 472, 1434]
article-paragraph: Both these questions had been fully dealt with by the Borough Council, and how the proposed schemes were to be carried out had already been decided upon by the Councillors. It was idle, then, and a waste of time to go into details of these questions. But there was a question that had not yet been dealt with.	[166, 1174, 315, 1255]
article-paragraph: Not that he wished to stay the works referred to were not necessary, and useful; but that until such time as their respective abundant harvest was reaped—and this he sincerely hoped for—they should put their shoulders to the wheel.	[166, 1343, 315, 1404]
article-paragraph: Mr. Friedlander then thanked the audience for the hearing accorded to him, and would be happy to answer any questions put to him upon any subject of interest to the borough.	[482, 125, 631, 166]
tender-pounds: 94	[275, 492, 285, 502]
section-heading: FINANCE.	[224, 1258, 264, 1268]
article-paragraph: It was chiefly through the Boulogne gate that the fair unknown passed, on one day, after getting their heads together, these worthy people determined to be even with her. They waited a day or two in vain, but at last their patience was rewarded. On came the horse at full speed, clearing the barrier, but alas, it took the bit in the teeth, and its rider screamed for help.	[956, 1454, 1106, 1545]
article-paragraph: In 1879 he came to this colony, and at that time he could not have asked in English his way up the street. But contrary was only one of the graces of a public man; and so long as he combined good, sound, common sense with firmness and caution, and was competent to discharge the duties required of his position, he could afford to dispense with any great gifts of oratory without any great loss to the community whose interests he was called upon to serve.	[166, 927, 315, 1039]
letter-heading: W. C. Walker, Esq., The Rangitata Traffic Bridge. Public Works Office, Wellington, 3rd Nov., 1879.	[18, 225, 147, 256]
section-headline: CORRESPONDENCE.	[817, 1196, 935, 1209]
table-row	[166, 493, 315, 503]
poem-stanza: (Ah, fatal bond, for so it runneth, Hard times, alas, have supervened, Therefore this gathering we convened To raise the needful. Thanks, then, friends, For your presence here; it makes amends For anxious thoughts how to supply The very great deficiency.	[804, 476, 947, 547]
divider	[804, 1189, 941, 1192]
article-paragraph: Mr. George Parkin offered to supply the requisite gas fittings, &c., for the County offices and buildings for the sum of £29 15s. Accepted, subject to the Chairman's approval.	[8, 837, 157, 888]
